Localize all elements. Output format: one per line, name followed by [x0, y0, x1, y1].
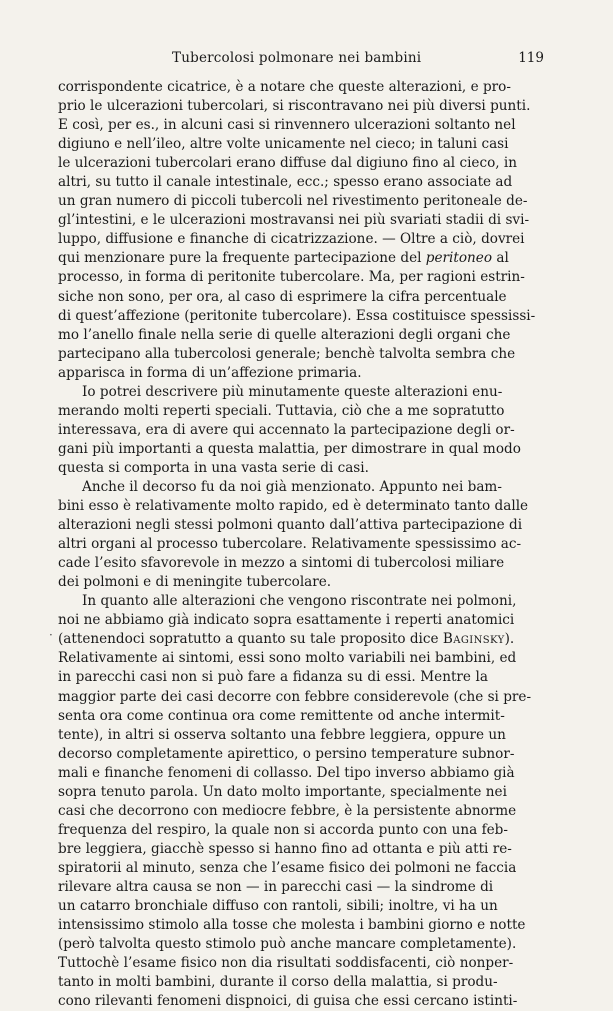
text-line: decorso completamente apirettico, o persino temperature subnor- — [58, 745, 515, 762]
text-line: tanto in molti bambini, durante il corso della malattia, si produ- — [58, 974, 498, 991]
text-line — [58, 249, 509, 268]
text-line: casi che decorrono con mediocre febbre, è la persistente abnorme — [58, 802, 517, 819]
text-line: Io potrei descrivere più minutamente queste alterazioni enu- — [82, 383, 503, 400]
page-number: 119 — [518, 50, 544, 66]
text-line: senta ora come continua ora come remittente od anche intermit- — [58, 707, 505, 724]
text-line: un catarro bronchiale diffuso con rantoli, sibili; inoltre, vi ha un — [58, 898, 498, 915]
text-line: alterazioni negli stessi polmoni quanto dall’attiva partecipazione di — [58, 517, 523, 534]
text-segment: qui menzionare pure la frequente partecipazione del — [58, 250, 426, 267]
text-line: E così, per es., in alcuni casi si rinvennero ulcerazioni soltanto nel — [58, 117, 516, 134]
text-segment: ). — [504, 631, 515, 648]
text-line: Relativamente ai sintomi, essi sono molto variabili nei bambini, ed — [58, 650, 517, 667]
text-segment: al — [492, 250, 509, 267]
text-line: questa si comporta in una vasta serie di casi. — [58, 459, 369, 476]
text-line: prio le ulcerazioni tubercolari, si riscontravano nei più diversi punti. — [58, 98, 531, 115]
text-line: digiuno e nell’ileo, altre volte unicamente nel cieco; in taluni casi — [58, 136, 509, 153]
text-line: siche non sono, per ora, al caso di esprimere la cifra percentuale — [58, 288, 507, 305]
text-line: luppo, diffusione e finanche di cicatrizzazione. — Oltre a ciò, dovrei — [58, 231, 525, 248]
text-line — [58, 630, 515, 649]
text-line: Tuttochè l’esame fisico non dia risultati soddisfacenti, ciò nonper- — [58, 955, 514, 972]
text-line: rilevare altra causa se non — in parecchi casi — la sindrome di — [58, 878, 494, 895]
text-line: bre leggiera, giacchè spesso si hanno fino ad ottanta e più atti re- — [58, 840, 512, 857]
text-line: intensissimo stimolo alla tosse che molesta i bambini giorno e notte — [58, 917, 526, 934]
margin-mark: · — [49, 628, 53, 642]
text-line: sopra tenuto parola. Un dato molto importante, specialmente nei — [58, 783, 507, 800]
text-line: interessava, era di avere qui accennato la partecipazione degli or- — [58, 421, 515, 438]
author-name: Baginsky — [442, 631, 505, 648]
text-line: (però talvolta questo stimolo può anche mancare completamente). — [58, 936, 517, 953]
text-line: di quest’affezione (peritonite tubercolare). Essa costituisce spessissi- — [58, 307, 536, 324]
italic-term: peritoneo — [425, 250, 493, 267]
text-line: cade l’esito sfavorevole in mezzo a sintomi di tubercolosi miliare — [58, 555, 505, 572]
text-line: le ulcerazioni tubercolari erano diffuse dal digiuno fino al cieco, in — [58, 155, 518, 172]
text-line: frequenza del respiro, la quale non si accorda punto con una feb- — [58, 821, 508, 838]
text-line: gani più importanti a questa malattia, per dimostrare in qual modo — [58, 440, 521, 457]
text-line: apparisca in forma di un’affezione primaria. — [58, 364, 362, 381]
text-line: In quanto alle alterazioni che vengono riscontrate nei polmoni, — [82, 593, 517, 610]
text-line: merando molti reperti speciali. Tuttavia, ciò che a me sopratutto — [58, 402, 505, 419]
text-line: un gran numero di piccoli tubercoli nel rivestimento peritoneale de- — [58, 193, 528, 210]
text-line: spiratorii al minuto, senza che l’esame fisico dei polmoni ne faccia — [58, 859, 517, 876]
body-text — [58, 78, 536, 1011]
text-line: Anche il decorso fu da noi già menzionato. Appunto nei bam- — [82, 478, 502, 495]
text-line: bini esso è relativamente molto rapido, ed è determinato tanto dalle — [58, 498, 529, 515]
text-line: cono rilevanti fenomeni dispnoici, di guisa che essi cercano istinti- — [58, 993, 518, 1010]
text-line: processo, in forma di peritonite tubercolare. Ma, per ragioni estrin- — [58, 269, 525, 286]
text-line: partecipano alla tubercolosi generale; benchè talvolta sembra che — [58, 345, 516, 362]
text-line: mo l’anello finale nella serie di quelle alterazioni degli organi che — [58, 326, 511, 343]
text-line: altri organi al processo tubercolare. Relativamente spessissimo ac- — [58, 536, 522, 553]
running-title: Tubercolosi polmonare nei bambini — [172, 50, 422, 66]
text-line: altri, su tutto il canale intestinale, ecc.; spesso erano associate ad — [58, 174, 513, 191]
text-line: mali e finanche fenomeni di collasso. Del tipo inverso abbiamo già — [58, 764, 515, 781]
text-line: in parecchi casi non si può fare a fidanza su di essi. Mentre la — [58, 669, 488, 686]
text-line: corrispondente cicatrice, è a notare che queste alterazioni, e pro- — [58, 79, 511, 95]
text-line: tente), in altri si osserva soltanto una febbre leggiera, oppure un — [58, 726, 506, 743]
text-line: maggior parte dei casi decorre con febbre considerevole (che si pre- — [58, 688, 532, 705]
text-line: noi ne abbiamo già indicato sopra esattamente i reperti anatomici — [58, 612, 515, 629]
text-line: gl’intestini, e le ulcerazioni mostravansi nei più svariati stadii di svi- — [58, 212, 530, 229]
running-header — [58, 50, 544, 70]
text-segment: (attenendoci sopratutto a quanto su tale proposito dice — [58, 631, 443, 648]
text-line: dei polmoni e di meningite tubercolare. — [58, 574, 332, 591]
